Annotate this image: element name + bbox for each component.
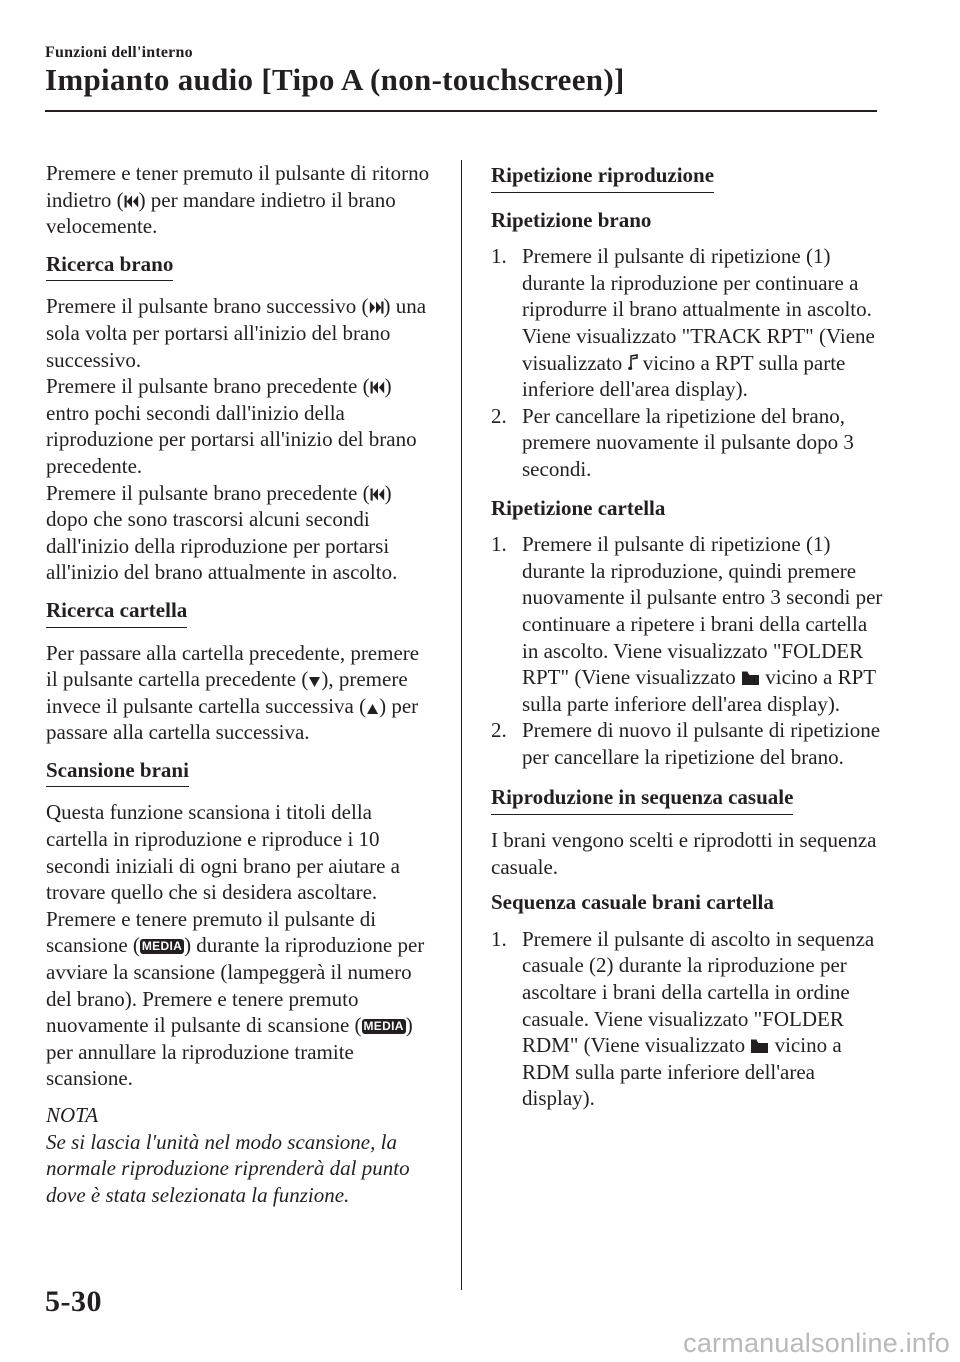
list-item: 1. Premere il pulsante di ascolto in sequenza casuale (2) durante la riproduzione per ascoltare i brani della cartella in ordine casuale. Viene visualizzato "FOLDER RDM" (Viene visualizzato vicino a RDM sulla parte inferiore dell'area display). [491, 926, 875, 1111]
steps-folder-random [491, 926, 883, 1112]
steps-track-repeat [491, 243, 883, 482]
header-section-label: Funzioni dell'interno [45, 44, 193, 61]
paragraph-random: I brani vengono scelti e riprodotti in sequenza casuale. [491, 828, 877, 879]
subheading-ripetizione-brano: Ripetizione brano [491, 207, 652, 232]
subheading-ripetizione-cartella: Ripetizione cartella [491, 495, 666, 520]
header-rule [45, 110, 877, 112]
note-title: NOTA [46, 1103, 99, 1127]
heading-ricerca-brano: Ricerca brano [46, 251, 173, 282]
watermark: carmanualsonline.info [683, 1328, 950, 1358]
track-next-icon [369, 300, 384, 315]
folder-icon [741, 670, 760, 686]
page-title: Impianto audio [Tipo A (non-touchscreen)] [45, 62, 625, 97]
steps-folder-repeat [491, 531, 883, 770]
subheading-sequenza-casuale: Sequenza casuale brani cartella [491, 890, 774, 915]
track-previous-icon [124, 194, 139, 209]
paragraph-track-next: Premere il pulsante brano successivo ( ) una sola volta per portarsi all'inizio del brano successivo. Premere il pulsante brano precedente ( ) entro pochi secondi dall'inizio della riproduzione per portarsi all'inizio del brano precedente. Premere il pulsante brano precedente ( ) dopo che sono trascorsi alcuni secondi dall'inizio della riproduzione per portarsi all'inizio del brano attualmente in ascolto. [46, 294, 427, 585]
folder-icon [750, 1038, 769, 1054]
column-divider [461, 160, 462, 1290]
list-item: 2. Per cancellare la ripetizione del brano, premere nuovamente il pulsante dopo 3 secondi. [491, 403, 854, 481]
track-previous-icon [370, 380, 385, 395]
paragraph-scan-usage: Premere e tenere premuto il pulsante di scansione ( MEDIA) durante la riproduzione per avviare la scansione (lampeggerà il numero del brano). Premere e tenere premuto nuovamente il pulsante di scansione ( MEDIA) per annullare la riproduzione tramite scansione. [46, 906, 425, 1091]
folder-down-icon [308, 675, 321, 688]
list-item: 2. Premere di nuovo il pulsante di ripetizione per cancellare la ripetizione del brano. [491, 718, 881, 769]
heading-riproduzione-casuale: Riproduzione in sequenza casuale [491, 784, 793, 815]
paragraph-folder-search: Per passare alla cartella precedente, premere il pulsante cartella precedente ( ), premere invece il pulsante cartella successiva ( ) per passare alla cartella successiva. [46, 640, 420, 745]
music-note-icon [628, 354, 638, 372]
track-previous-icon [370, 487, 385, 502]
heading-ricerca-cartella: Ricerca cartella [46, 597, 187, 628]
media-icon: MEDIA [363, 1019, 404, 1034]
list-item: 1. Premere il pulsante di ripetizione (1) durante la riproduzione per continuare a riprodurre il brano attualmente in ascolto. Viene visualizzato "TRACK RPT" (Viene visualizzato vicino a RPT sulla parte inferiore dell'area display). [491, 244, 875, 402]
list-item: 1. Premere il pulsante di ripetizione (1) durante la riproduzione, quindi premere nuovamente il pulsante entro 3 secondi per continuare a ripetere i brani della cartella in ascolto. Viene visualizzato "FOLDER RPT" (Viene visualizzato vicino a RPT sulla parte inferiore dell'area display). [491, 532, 883, 716]
media-icon: MEDIA [141, 939, 183, 954]
note-text: Se si lascia l'unità nel modo scansione, la normale riproduzione riprenderà dal punto dove è stata selezionata la funzione. [46, 1129, 410, 1207]
right-column [491, 160, 883, 1124]
heading-ripetizione-riproduzione: Ripetizione riproduzione [491, 162, 714, 193]
paragraph-rewind: Premere e tener premuto il pulsante di ritorno indietro ( ) per mandare indietro il brano velocemente. [46, 161, 430, 239]
left-column [46, 160, 436, 1208]
paragraph-scan-intro: Questa funzione scansiona i titoli della cartella in riproduzione e riproduce i 10 secondi iniziali di ogni brano per aiutare a trovare quello che si desidera ascoltare. [46, 800, 400, 905]
page-number: 5-30 [45, 1285, 102, 1318]
heading-scansione-brani: Scansione brani [46, 757, 189, 788]
folder-up-icon [366, 702, 379, 715]
